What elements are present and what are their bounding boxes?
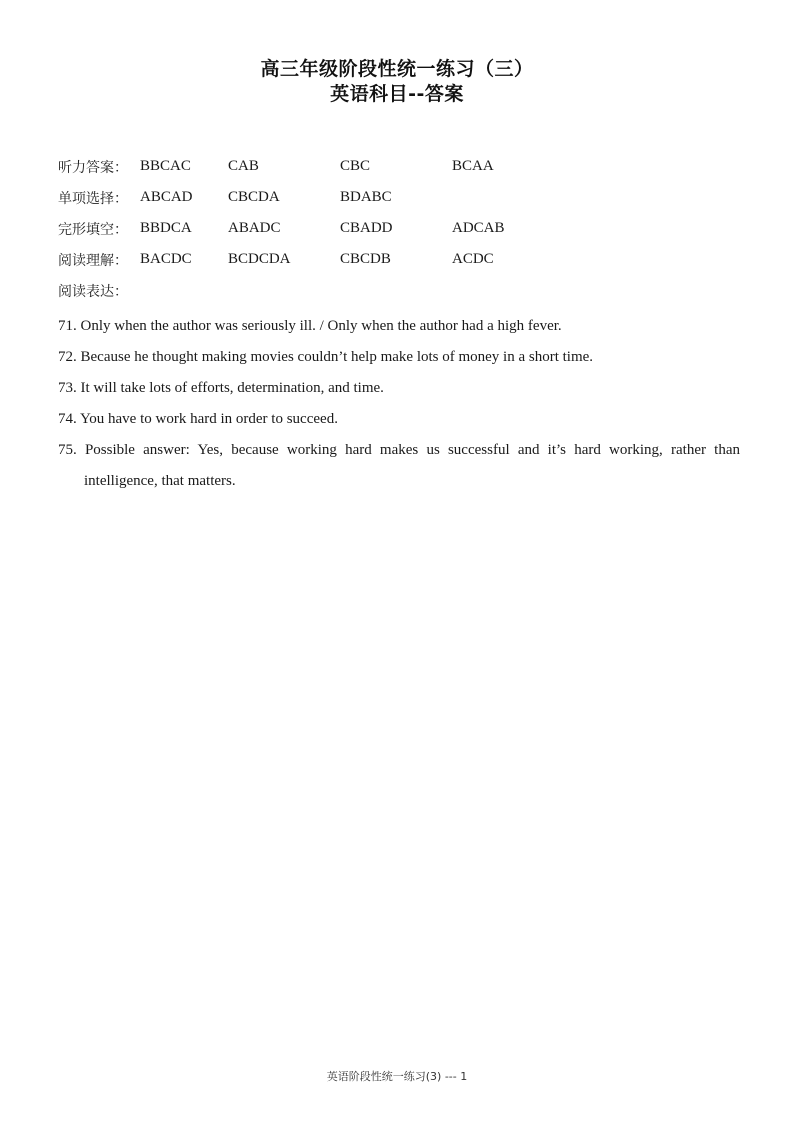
answer-row-reading [58,244,748,275]
title-line-2: 英语科目--答案 [330,83,464,105]
answer-group: BBCAC [140,158,191,174]
answer-group: BDABC [340,189,392,205]
answer-row-reading-expression [58,275,748,306]
answer-key [58,151,748,306]
answer-label: 听力答案： [58,159,128,176]
answer-group: CBADD [340,220,393,236]
answer-row-cloze [58,213,748,244]
page-footer: 英语阶段性统一练习(3) --- 1 [326,1070,468,1083]
answer-group: ADCAB [452,220,505,236]
title-line-1: 高三年级阶段性统一练习（三） [260,58,534,80]
reading-answer-71: 71. Only when the author was seriously ill. / Only when the author had a high fever. [58,318,562,334]
answer-group: CBCDA [228,189,280,205]
answer-group: CAB [228,158,259,174]
reading-expression-answers [58,311,740,497]
answer-group: BACDC [140,251,192,267]
answer-group: CBCDB [340,251,391,267]
answer-group: ABADC [228,220,281,236]
answer-group: CBC [340,158,371,174]
answer-row-single-choice [58,182,748,213]
answer-group: ABCAD [140,189,193,205]
reading-answer-73: 73. It will take lots of efforts, determination, and time. [58,380,384,396]
answer-label: 完形填空： [58,221,128,238]
reading-answer-75: 75. Possible answer: Yes, because working hard makes us successful and it’s hard working, rather than intelligence, that matters. [58,442,740,489]
reading-answer-74: 74. You have to work hard in order to succeed. [58,411,338,427]
answer-group: ACDC [452,251,494,267]
answer-label: 阅读表达： [58,283,128,300]
answer-label: 阅读理解： [58,252,128,269]
answer-row-listening [58,151,748,182]
answer-group: BCAA [452,158,494,174]
answer-label: 单项选择： [58,190,128,207]
document-title [0,57,794,107]
answer-group: BBDCA [140,220,192,236]
answer-group: BCDCDA [228,251,291,267]
reading-answer-72: 72. Because he thought making movies couldn’t help make lots of money in a short time. [58,349,594,365]
